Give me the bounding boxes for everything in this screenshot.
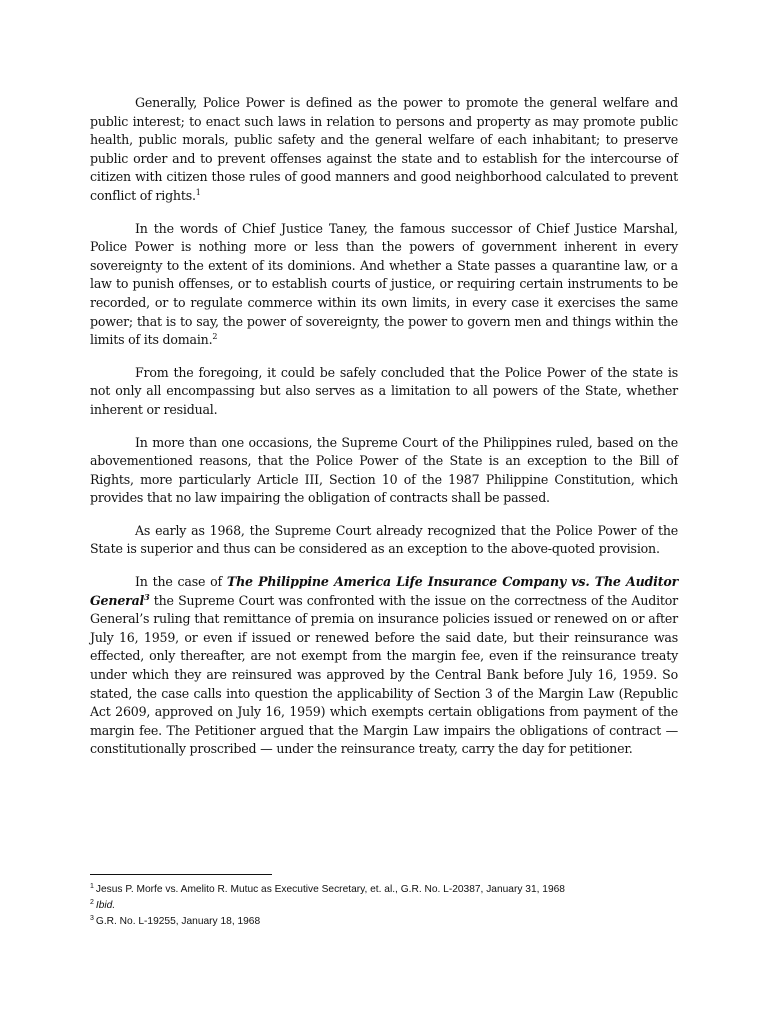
footnote-ref-2[interactable]: 2 <box>212 331 218 341</box>
paragraph-early-1968: As early as 1968, the Supreme Court already recognized that the Police Power of the State is superior and thus can be considered as an exception to the above-quoted provision. <box>90 522 678 557</box>
footnote-1: $^1$ Jesus P. Morfe vs. Amelito R. Mutuc as Executive Secretary, et. al., G.R. No. L-20387, January 31, 1968 <box>90 882 565 895</box>
footnote-ref-3[interactable]: 3 <box>144 591 150 602</box>
paragraph-foregoing-conclusion: From the foregoing, it could be safely concluded that the Police Power of the state is not only all encompassing but also serves as a limitation to all powers of the State, whether inherent or residual. <box>90 364 678 417</box>
paragraph-chief-justice-taney: In the words of Chief Justice Taney, the famous successor of Chief Justice Marshal, Police Power is nothing more or less than the powers of government inherent in every sovereignty to the extent of its dominions. And whether a State passes a quarantine law, or a law to punish offenses, or to establish courts of justice, or requiring certain instruments to be recorded, or to regulate commerce within its own limits, in every case it exercises the same power; that is to say, the power of sovereignty, the power to govern men and things within the limits of its domain.$^2$ <box>90 220 678 348</box>
paragraph-police-power-definition: Generally, Police Power is defined as the power to promote the general welfare and public interest; to enact such laws in relation to persons and property as may promote public health, public morals, public safety and the general welfare of each inhabitant; to preserve public order and to prevent offenses against the state and to establish for the intercourse of citizen with citizen those rules of good manners and good neighborhood calculated to prevent conflict of rights.$^1$ <box>90 95 678 203</box>
footnote-2: $^2$ Ibid. <box>90 898 116 911</box>
case-title: The Philippine America Life Insurance Company vs. The Auditor General <box>90 574 679 608</box>
footnotes-section <box>90 882 678 930</box>
document-body <box>90 94 678 773</box>
paragraph-supreme-court-ruling: In more than one occasions, the Supreme Court of the Philippines ruled, based on the abovementioned reasons, that the Police Power of the State is an exception to the Bill of Rights, more particularly Article III, Section 10 of the 1987 Philippine Constitution, which provides that no law impairing the obligation of contracts shall be passed. <box>90 434 678 506</box>
footnote-ref-1[interactable]: 1 <box>195 187 201 197</box>
footnote-3: $^3$ G.R. No. L-19255, January 18, 1968 <box>90 914 261 927</box>
footnote-separator <box>90 874 272 875</box>
paragraph-philamlife-case: In the case of The Philippine America Life Insurance Company vs. The Auditor General$^3$ the Supreme Court was confronted with the issue on the correctness of the Auditor General’s ruling that remittance of premia on insurance policies issued or renewed on or after July 16, 1959, or even if issued or renewed before the said date, but their reinsurance was effected, only thereafter, are not exempt from the margin fee, even if the reinsurance treaty under which they are reinsured was approved by the Central Bank before July 16, 1959. So stated, the case calls into question the applicability of Section 3 of the Margin Law (Republic Act 2609, approved on July 16, 1959) which exempts certain obligations from payment of the margin fee. The Petitioner argued that the Margin Law impairs the obligations of contract — constitutionally proscribed — under the reinsurance treaty, carry the day for petitioner. <box>90 574 679 757</box>
